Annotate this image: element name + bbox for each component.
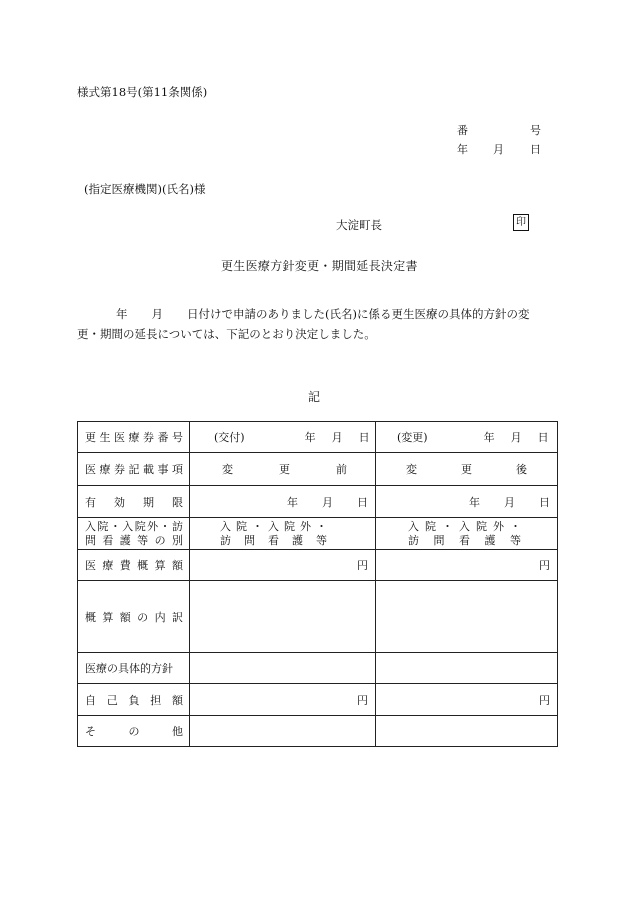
row-label-validity xyxy=(78,486,190,518)
admission-label-line2 xyxy=(85,534,183,548)
ticket-no-label-char: 券 xyxy=(143,431,154,444)
table-row xyxy=(78,486,558,518)
admission-label-line1-char: 入 xyxy=(122,519,134,533)
row-label-items xyxy=(78,453,190,486)
other-label-char: の xyxy=(128,725,140,738)
validity-label-char: 期 xyxy=(143,495,154,509)
admission-label-line2-char: 等 xyxy=(137,533,149,547)
admission-label-line1-char: ・ xyxy=(159,519,171,533)
after-label-char: 更 xyxy=(461,463,472,476)
before-label-char: 変 xyxy=(222,463,233,476)
admission-before-line1-char: ・ xyxy=(252,519,263,533)
form-number: 様式第18号(第11条関係) xyxy=(77,85,208,99)
body-line1: 日付けで申請のありました(氏名)に係る更生医療の具体的方針の変 xyxy=(187,307,530,321)
admission-after-line2-char: 問 xyxy=(433,533,445,547)
row-label-policy xyxy=(78,653,190,684)
table-row xyxy=(78,716,558,747)
date-year-label: 年 xyxy=(457,143,468,156)
breakdown-before xyxy=(190,581,376,653)
admission-after-line2-char: 等 xyxy=(510,533,521,547)
cost-label-char: 概 xyxy=(137,559,149,572)
self-pay-label xyxy=(78,692,189,708)
issued-day: 日 xyxy=(358,431,370,444)
table-row xyxy=(78,581,558,653)
items-label-char: 療 xyxy=(99,463,111,476)
admission-label-line1-char: 訪 xyxy=(171,519,183,533)
breakdown-label-char: 訳 xyxy=(171,610,183,624)
items-label-char: 券 xyxy=(114,463,125,476)
admission-after-line1-char: 入 xyxy=(459,519,470,533)
seal-mark: 印 xyxy=(513,214,529,231)
admission-after xyxy=(376,518,558,550)
ticket-no-label-char: 番 xyxy=(157,431,169,444)
cost-label-char: 医 xyxy=(85,559,96,572)
table-row xyxy=(78,453,558,486)
validity-after-month: 月 xyxy=(504,495,515,509)
admission-after-line2-char: 訪 xyxy=(408,533,419,547)
admission-after-line1-char: ・ xyxy=(442,519,453,533)
breakdown-after xyxy=(376,581,558,653)
validity-before-year: 年 xyxy=(287,495,298,509)
admission-before-line1 xyxy=(220,520,327,534)
body-month: 月 xyxy=(151,307,163,321)
admission-before-line2-char: 等 xyxy=(316,533,327,547)
breakdown-label-char: 内 xyxy=(154,610,166,624)
admission-label-line1-char: 院 xyxy=(97,519,109,533)
after-label-char: 変 xyxy=(406,463,417,476)
breakdown-label-char: の xyxy=(137,610,149,624)
admission-label-line1-char: 入 xyxy=(85,519,96,533)
cost-after xyxy=(376,550,558,581)
admission-after-line2-char: 護 xyxy=(484,533,496,547)
admission-before-line1-char: 外 xyxy=(300,519,311,533)
row-label-cost xyxy=(78,550,190,581)
admission-label-line1-char: ・ xyxy=(109,519,121,533)
self-pay-label-char: 己 xyxy=(106,693,118,707)
before-header xyxy=(190,453,376,486)
ticket-no-label-char: 生 xyxy=(99,431,111,444)
number-suffix: 号 xyxy=(530,124,541,137)
changed-day: 日 xyxy=(537,431,549,444)
self-pay-after xyxy=(376,684,558,716)
other-after xyxy=(376,716,558,747)
other-label-char: 他 xyxy=(172,725,183,738)
items-label-char: 項 xyxy=(172,463,183,476)
self-pay-after-yen: 円 xyxy=(539,693,550,707)
admission-label-line1-char: 外 xyxy=(147,519,159,533)
row-label-admission xyxy=(78,518,190,550)
issued-month: 月 xyxy=(331,431,343,444)
table-row xyxy=(78,550,558,581)
policy-after xyxy=(376,653,558,684)
admission-after-line1 xyxy=(408,520,521,534)
self-pay-before xyxy=(190,684,376,716)
cost-label-char: 費 xyxy=(119,559,131,572)
admission-after-line1-char: ・ xyxy=(510,519,521,533)
breakdown-label-char: 概 xyxy=(85,610,96,624)
changed-year: 年 xyxy=(483,431,495,444)
cost-before xyxy=(190,550,376,581)
self-pay-label-char: 負 xyxy=(128,693,140,707)
table-row xyxy=(78,684,558,716)
changed-label: (変更) xyxy=(397,431,428,444)
table-row xyxy=(78,653,558,684)
cost-label-char: 療 xyxy=(102,559,114,572)
ticket-no-label-char: 医 xyxy=(114,431,125,444)
changed-date-cell xyxy=(376,422,558,453)
cost-label xyxy=(78,557,189,573)
validity-after-year: 年 xyxy=(469,495,480,509)
body-line2: 更・期間の延長については、下記のとおり決定しました。 xyxy=(77,327,376,341)
policy-label: 医療の具体的方針 xyxy=(85,662,173,675)
admission-before-line2-char: 訪 xyxy=(220,533,231,547)
items-label-char: 医 xyxy=(85,463,96,476)
admission-label-line2-char: 問 xyxy=(85,533,96,547)
validity-label-char: 限 xyxy=(172,495,183,509)
table-row xyxy=(78,518,558,550)
issued-year: 年 xyxy=(304,431,316,444)
admission-before-line2-char: 看 xyxy=(268,533,279,547)
breakdown-label xyxy=(78,609,189,625)
ticket-no-label xyxy=(78,429,189,445)
self-pay-label-char: 自 xyxy=(85,693,96,707)
validity-before-day: 日 xyxy=(357,495,368,509)
admission-after-line1-char: 外 xyxy=(493,519,504,533)
row-label-other xyxy=(78,716,190,747)
document-title: 更生医療方針変更・期間延長決定書 xyxy=(221,259,418,273)
validity-before xyxy=(190,486,376,518)
cost-before-yen: 円 xyxy=(357,559,368,572)
admission-after-line1-char: 院 xyxy=(425,519,436,533)
validity-label-char: 効 xyxy=(114,495,125,509)
breakdown-label-char: 額 xyxy=(119,610,131,624)
ki-heading: 記 xyxy=(308,390,321,404)
after-header xyxy=(376,453,558,486)
ticket-no-label-char: 更 xyxy=(85,431,96,444)
addressee: (指定医療機関)(氏名)様 xyxy=(84,182,206,196)
table-row xyxy=(78,422,558,453)
ticket-no-label-char: 療 xyxy=(128,431,140,444)
changed-month: 月 xyxy=(510,431,522,444)
cost-after-yen: 円 xyxy=(539,559,550,572)
issuer: 大淀町長 xyxy=(336,218,382,232)
issued-label: (交付) xyxy=(214,431,245,444)
other-before xyxy=(190,716,376,747)
body-paragraph xyxy=(77,304,557,344)
cost-label-char: 算 xyxy=(154,559,166,572)
admission-before-line1-char: 入 xyxy=(268,519,279,533)
validity-label xyxy=(78,494,189,510)
admission-before xyxy=(190,518,376,550)
admission-after-line2 xyxy=(408,534,521,548)
decision-table xyxy=(77,421,558,747)
validity-before-month: 月 xyxy=(322,495,333,509)
admission-before-line1-char: 院 xyxy=(236,519,247,533)
validity-label-char: 有 xyxy=(85,495,96,509)
date-month-label: 月 xyxy=(493,143,504,156)
row-label-ticket-no xyxy=(78,422,190,453)
ticket-no-label-char: 号 xyxy=(172,431,183,444)
row-label-breakdown xyxy=(78,581,190,653)
admission-label-line2-char: 護 xyxy=(119,533,131,547)
admission-before-line2-char: 護 xyxy=(292,533,303,547)
items-label-char: 載 xyxy=(143,463,154,476)
validity-after xyxy=(376,486,558,518)
body-year: 年 xyxy=(116,307,128,321)
self-pay-label-char: 額 xyxy=(172,693,183,707)
admission-label-line1 xyxy=(85,520,183,534)
other-label xyxy=(78,723,189,739)
before-label xyxy=(190,461,375,477)
after-label-char: 後 xyxy=(516,463,527,476)
after-label xyxy=(376,461,557,477)
items-label-char: 事 xyxy=(157,463,169,476)
validity-after-day: 日 xyxy=(539,495,550,509)
admission-after-line1-char: 入 xyxy=(408,519,419,533)
admission-before-line1-char: ・ xyxy=(316,519,327,533)
row-label-self-pay xyxy=(78,684,190,716)
other-label-char: そ xyxy=(85,725,96,738)
issued-date-cell xyxy=(190,422,376,453)
self-pay-label-char: 担 xyxy=(150,693,162,707)
self-pay-before-yen: 円 xyxy=(357,693,368,707)
date-day-label: 日 xyxy=(530,143,541,156)
admission-label-line1-char: 院 xyxy=(134,519,146,533)
admission-before-line2-char: 問 xyxy=(244,533,255,547)
cost-label-char: 額 xyxy=(171,559,183,572)
breakdown-label-char: 算 xyxy=(102,610,114,624)
admission-after-line1-char: 院 xyxy=(476,519,487,533)
admission-before-line1-char: 院 xyxy=(284,519,295,533)
admission-label-line2-char: の xyxy=(154,533,166,547)
policy-before xyxy=(190,653,376,684)
items-label-char: 記 xyxy=(128,463,140,476)
admission-label-line2-char: 別 xyxy=(171,533,183,547)
before-label-char: 前 xyxy=(336,463,347,476)
before-label-char: 更 xyxy=(279,463,290,476)
items-label xyxy=(78,461,189,477)
number-label: 番 xyxy=(457,124,468,137)
admission-before-line1-char: 入 xyxy=(220,519,231,533)
admission-label-line2-char: 看 xyxy=(102,533,114,547)
admission-before-line2 xyxy=(220,534,327,548)
admission-after-line2-char: 看 xyxy=(459,533,470,547)
